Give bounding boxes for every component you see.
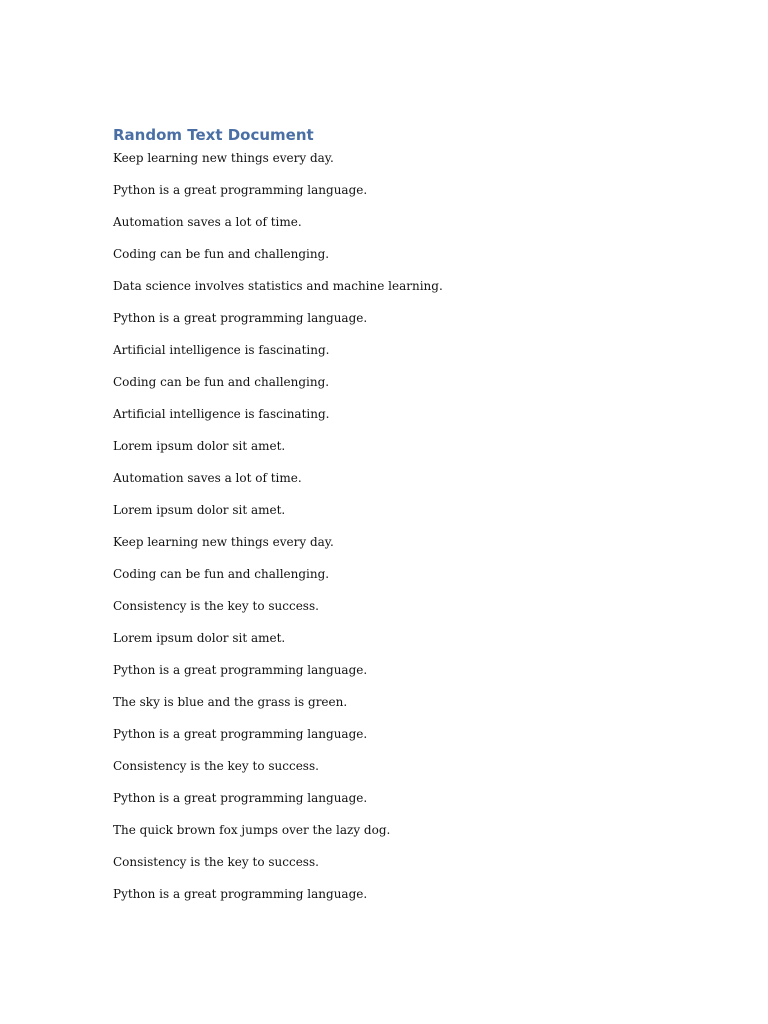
- paragraph: Python is a great programming language.: [113, 791, 368, 805]
- paragraph: Lorem ipsum dolor sit amet.: [113, 439, 286, 453]
- paragraph: Coding can be fun and challenging.: [113, 375, 330, 389]
- paragraph: Coding can be fun and challenging.: [113, 567, 330, 581]
- paragraph: Consistency is the key to success.: [113, 855, 319, 869]
- paragraph: Lorem ipsum dolor sit amet.: [113, 631, 286, 645]
- paragraph: Keep learning new things every day.: [113, 535, 334, 549]
- paragraph-list: [113, 149, 443, 917]
- paragraph: Keep learning new things every day.: [113, 151, 334, 165]
- paragraph: Python is a great programming language.: [113, 663, 368, 677]
- paragraph: Python is a great programming language.: [113, 727, 368, 741]
- paragraph: The quick brown fox jumps over the lazy dog.: [113, 823, 391, 837]
- paragraph: Automation saves a lot of time.: [113, 215, 302, 229]
- paragraph: Artificial intelligence is fascinating.: [113, 343, 330, 357]
- paragraph: Coding can be fun and challenging.: [113, 247, 330, 261]
- paragraph: Python is a great programming language.: [113, 887, 368, 901]
- paragraph: Lorem ipsum dolor sit amet.: [113, 503, 286, 517]
- paragraph: The sky is blue and the grass is green.: [113, 695, 348, 709]
- paragraph: Data science involves statistics and machine learning.: [113, 279, 443, 293]
- paragraph: Python is a great programming language.: [113, 311, 368, 325]
- document-title: Random Text Document: [113, 126, 314, 144]
- paragraph: Consistency is the key to success.: [113, 759, 319, 773]
- paragraph: Python is a great programming language.: [113, 183, 368, 197]
- paragraph: Automation saves a lot of time.: [113, 471, 302, 485]
- paragraph: Artificial intelligence is fascinating.: [113, 407, 330, 421]
- paragraph: Consistency is the key to success.: [113, 599, 319, 613]
